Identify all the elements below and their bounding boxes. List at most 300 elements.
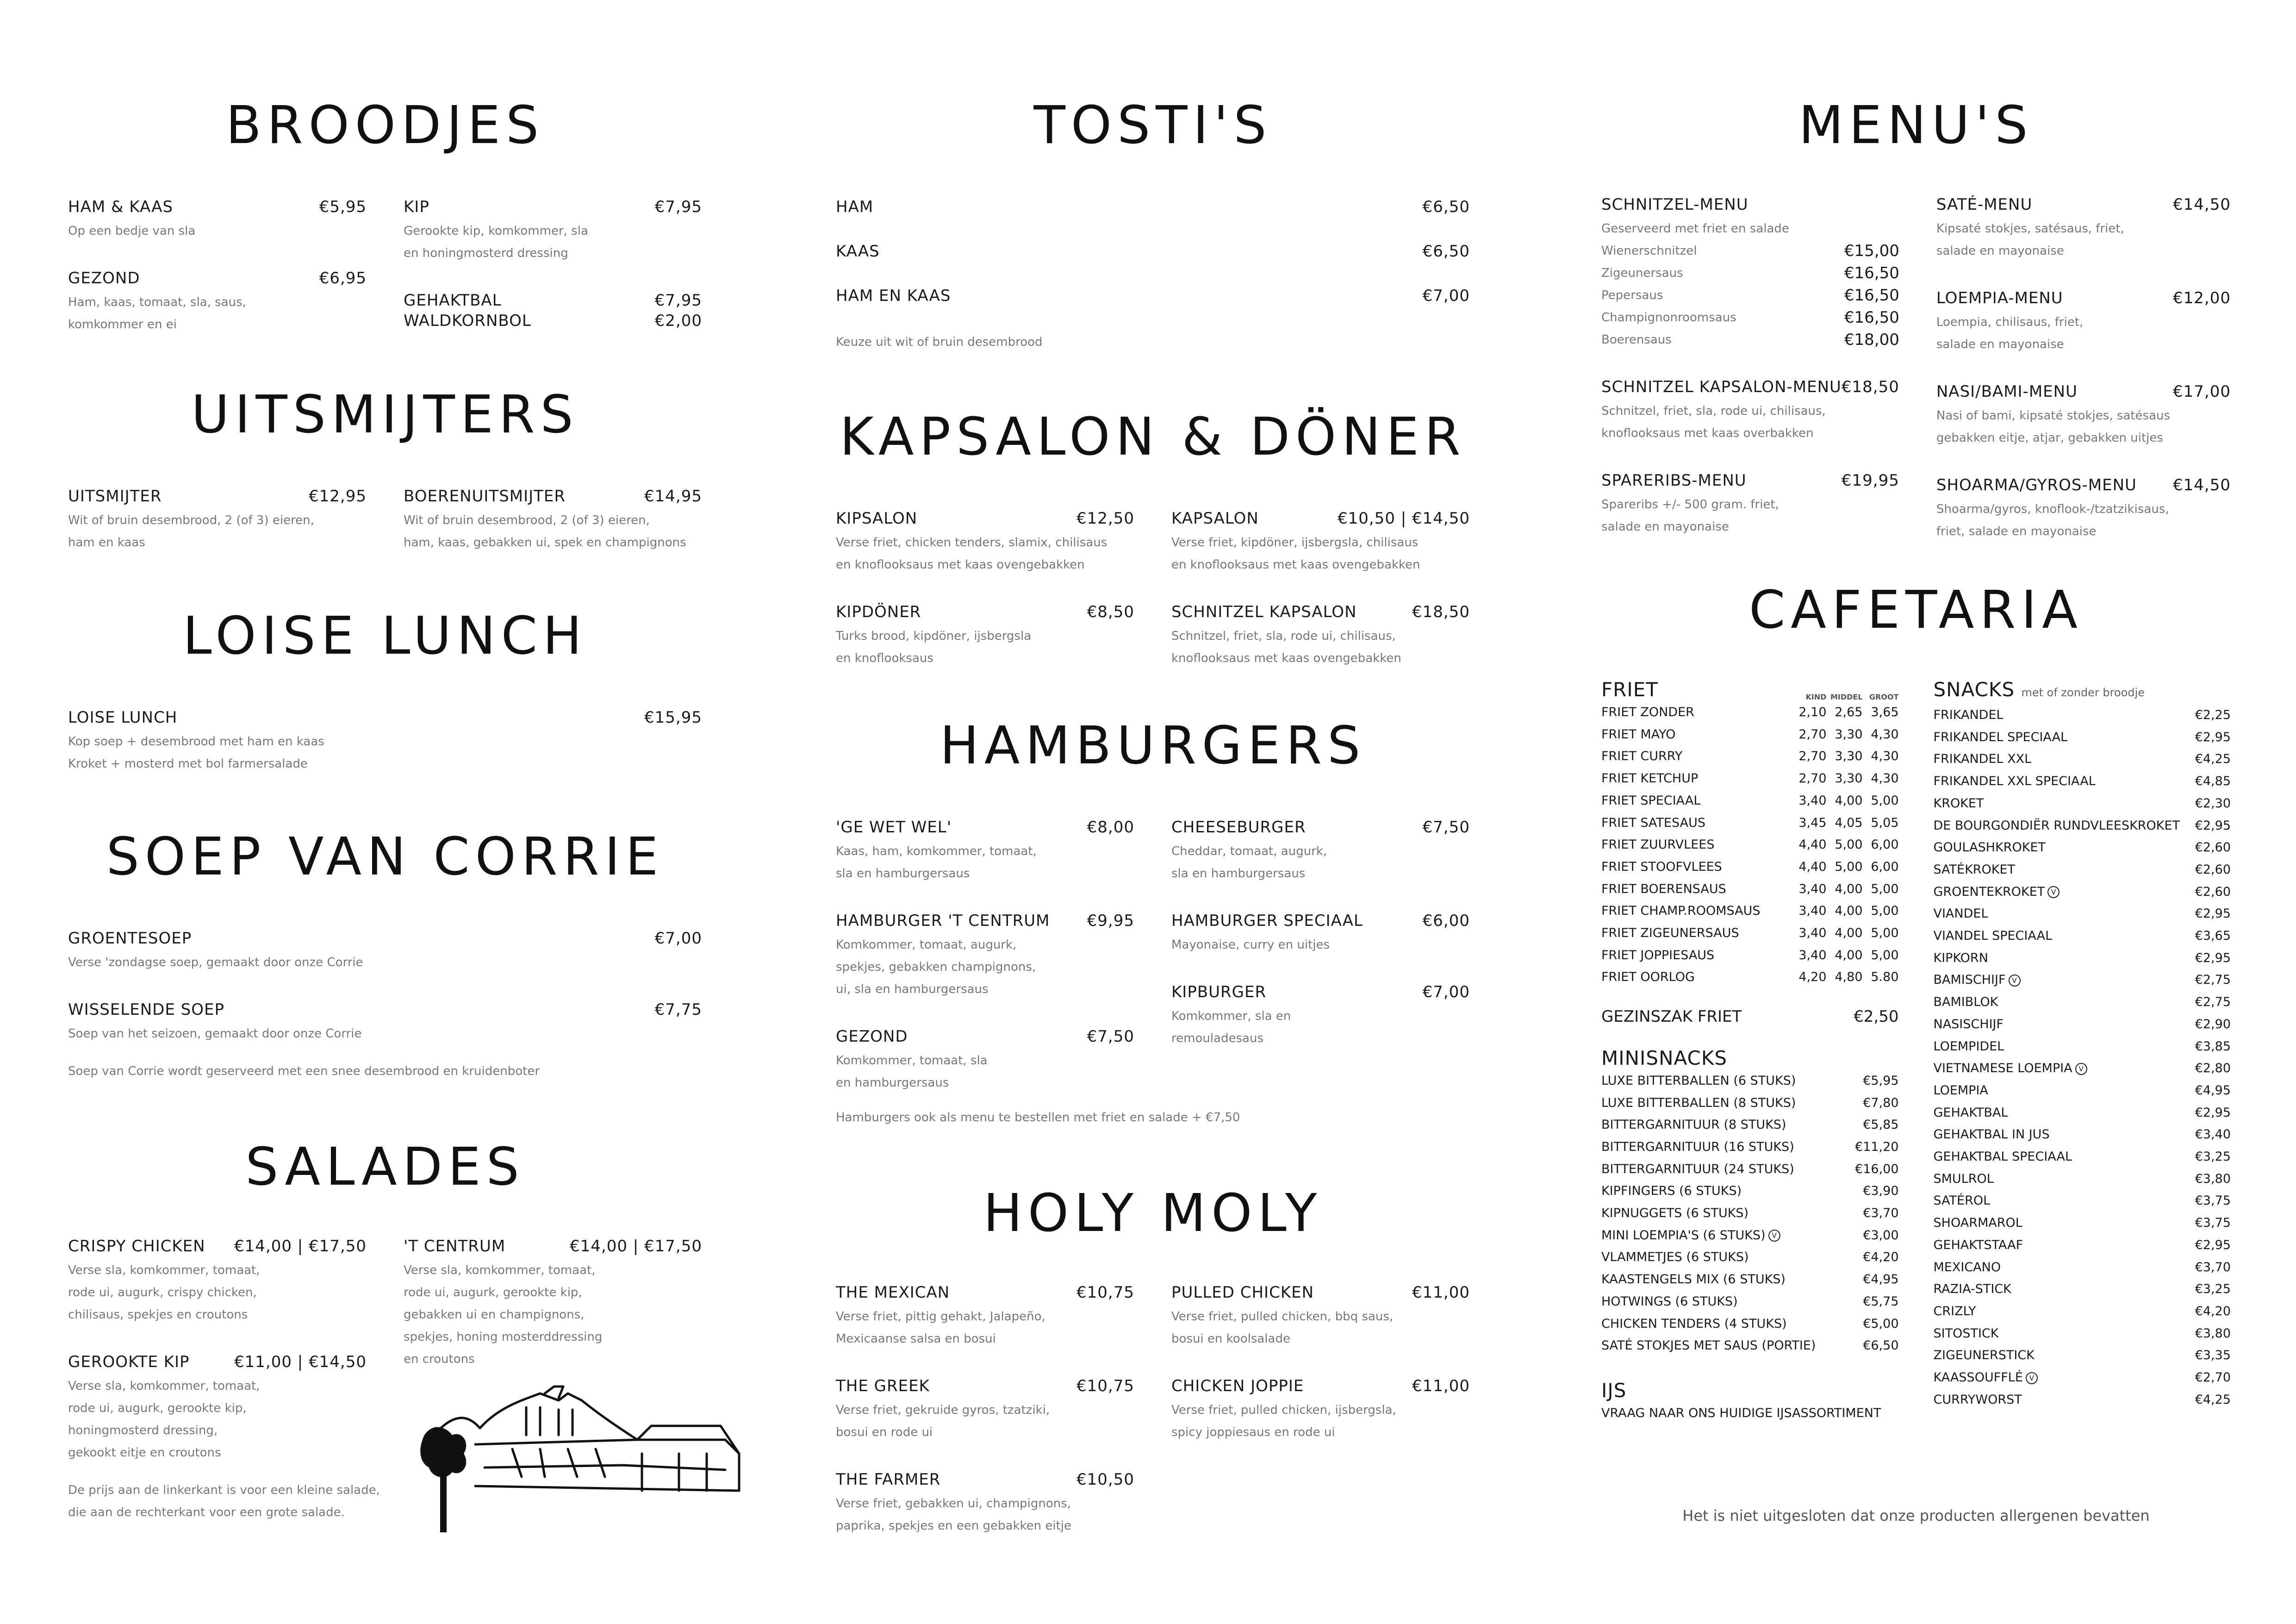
friet-row xyxy=(1601,812,1899,834)
menu-item-description: Ham, kaas, tomaat, sla, saus, komkommer en ei xyxy=(68,295,246,331)
menu-item-price: €6,95 xyxy=(319,269,367,287)
menu-item xyxy=(404,290,702,311)
vegetarian-icon: V xyxy=(2026,1372,2038,1384)
snack-row xyxy=(1601,1202,1899,1224)
friet-prices xyxy=(1791,966,1899,988)
menu-item-name: CHEESEBURGER xyxy=(1171,818,1306,837)
schnitzel-options-list xyxy=(1601,240,1899,351)
menu-item-description: Loempia, chilisaus, friet, salade en mayonaise xyxy=(1936,315,2084,351)
menu-item-price: €19,95 xyxy=(1841,471,1899,490)
snack-row xyxy=(1934,1389,2231,1411)
menu-item-name: SATÉ-MENU xyxy=(1936,195,2033,214)
snack-name-text: LUXE BITTERBALLEN (6 STUKS) xyxy=(1601,1073,1796,1088)
vegetarian-icon: V xyxy=(2047,886,2060,898)
snack-price: €3,25 xyxy=(2195,1282,2231,1297)
menu-item xyxy=(404,1236,702,1370)
friet-price: 4,00 xyxy=(1835,948,1863,962)
menu-item-header xyxy=(1601,470,1899,491)
friet-row xyxy=(1601,768,1899,790)
menu-item-header xyxy=(68,268,367,288)
snack-price: €3,90 xyxy=(1863,1184,1899,1199)
snack-row xyxy=(1934,1367,2231,1389)
snack-row xyxy=(1934,1124,2231,1146)
friet-name: FRIET ZONDER xyxy=(1601,705,1694,719)
snack-row xyxy=(1934,1013,2231,1036)
snack-price: €5,85 xyxy=(1863,1118,1899,1132)
soep-title: SOEP VAN CORRIE xyxy=(106,827,664,887)
menu-item xyxy=(68,268,367,336)
menu-item-price: €7,00 xyxy=(1422,983,1470,1001)
schnitzel-option-price: €16,50 xyxy=(1844,308,1899,327)
menu-item xyxy=(836,286,1470,306)
menu-item xyxy=(1936,288,2231,356)
menus-section xyxy=(1601,194,2231,568)
menu-item-header xyxy=(836,286,1470,306)
menu-item xyxy=(1936,381,2231,449)
snack-row xyxy=(1601,1180,1899,1202)
menu-item-header xyxy=(68,1236,367,1256)
menu-item-name: SHOARMA/GYROS-MENU xyxy=(1936,476,2137,494)
menu-item-header xyxy=(404,1236,702,1256)
snack-name xyxy=(1934,1036,2004,1058)
friet-name: FRIET SATESAUS xyxy=(1601,815,1705,830)
friet-price: 6,00 xyxy=(1871,837,1899,852)
snack-name-text: VLAMMETJES (6 STUKS) xyxy=(1601,1250,1749,1265)
snack-name xyxy=(1601,1158,1794,1181)
snack-name-text: BAMISCHIJF xyxy=(1933,973,2006,987)
friet-price: 3,30 xyxy=(1835,771,1863,786)
menu-item-price: €7,50 xyxy=(1087,1027,1134,1046)
friet-prices xyxy=(1791,900,1899,922)
snack-row xyxy=(1934,1102,2231,1124)
building-sketch-illustration xyxy=(420,1384,744,1532)
snack-row xyxy=(1934,1080,2231,1102)
allergen-notice: Het is niet uitgesloten dat onze producten allergenen bevatten xyxy=(1682,1507,2150,1524)
menu-item-name: PULLED CHICKEN xyxy=(1171,1283,1314,1302)
snack-price: €4,25 xyxy=(2195,1392,2231,1407)
snack-name xyxy=(1934,726,2068,749)
snack-name-text: NASISCHIJF xyxy=(1933,1017,2004,1031)
kapsalon-section xyxy=(836,508,1470,695)
snack-name-text: GEHAKTSTAAF xyxy=(1933,1237,2023,1252)
friet-name: FRIET MAYO xyxy=(1601,727,1676,742)
menu-item-header xyxy=(836,911,1134,931)
menu-item-header xyxy=(68,999,702,1020)
snack-price: €2,95 xyxy=(2195,950,2231,965)
snack-row xyxy=(1934,881,2231,903)
menu-item-header xyxy=(836,1282,1134,1303)
menu-item-header xyxy=(1171,1376,1470,1396)
uitsmijters-section xyxy=(68,486,702,580)
loise-lunch-section xyxy=(68,707,702,801)
snack-name xyxy=(1934,1256,2001,1279)
menu-item-description: Verse friet, gebakken ui, champignons, paprika, spekjes en een gebakken eitje xyxy=(836,1497,1072,1533)
friet-title: FRIET xyxy=(1601,678,1658,701)
snack-name-text: GROENTEKROKET xyxy=(1933,884,2045,899)
menu-item xyxy=(1171,1282,1470,1350)
snack-row xyxy=(1601,1246,1899,1268)
snack-name-text: LUXE BITTERBALLEN (8 STUKS) xyxy=(1601,1095,1796,1110)
menu-item-description: Spareribs +/- 500 gram. friet, salade en mayonaise xyxy=(1601,498,1779,534)
snack-name xyxy=(1601,1313,1787,1335)
friet-row xyxy=(1601,878,1899,900)
menu-item-description: Verse friet, kipdöner, ijsbergsla, chilisaus en knoflooksaus met kaas ovengebakken xyxy=(1171,536,1420,572)
menu-item-price: €7,50 xyxy=(1422,818,1470,837)
menu-item xyxy=(1601,470,1899,538)
menu-item-price: €7,95 xyxy=(654,198,702,216)
menu-item xyxy=(404,311,702,331)
snack-name xyxy=(1934,1300,1976,1323)
friet-price: 2,70 xyxy=(1798,727,1827,742)
snack-row xyxy=(1601,1136,1899,1158)
friet-price: 4,00 xyxy=(1835,904,1863,918)
broodjes-section xyxy=(68,197,702,362)
menu-item-header xyxy=(1171,817,1470,837)
snack-name-text: FRIKANDEL XXL SPECIAAL xyxy=(1933,774,2096,789)
snack-name-text: KIPKORN xyxy=(1933,950,1988,965)
menu-item-name: LOISE LUNCH xyxy=(68,708,178,727)
menu-item-name: SCHNITZEL-MENU xyxy=(1601,195,1748,214)
snack-name xyxy=(1934,903,1988,925)
friet-price: 4,80 xyxy=(1835,970,1863,985)
snack-price: €2,60 xyxy=(2195,884,2231,899)
snack-name-text: LOEMPIA xyxy=(1933,1083,1988,1098)
friet-price: 6,00 xyxy=(1871,859,1899,874)
kapsalon-title: KAPSALON & DÖNER xyxy=(840,407,1466,467)
snack-price: €4,25 xyxy=(2195,752,2231,767)
menu-item-name: HAMBURGER 'T CENTRUM xyxy=(836,912,1050,930)
friet-name: FRIET ZIGEUNERSAUS xyxy=(1601,926,1739,941)
menu-item-name: KAPSALON xyxy=(1171,509,1259,528)
snack-name-text: HOTWINGS (6 STUKS) xyxy=(1601,1294,1738,1309)
menu-item-header xyxy=(836,241,1470,262)
menu-item xyxy=(1936,475,2231,543)
friet-name: FRIET CURRY xyxy=(1601,749,1683,764)
menu-item-description: Kaas, ham, komkommer, tomaat, sla en hamburgersaus xyxy=(836,844,1037,881)
menu-item-price: €11,00 xyxy=(1412,1283,1470,1302)
menu-item xyxy=(836,817,1134,885)
holy-moly-title: HOLY MOLY xyxy=(983,1183,1323,1243)
menu-item-description: Cheddar, tomaat, augurk, sla en hamburgersaus xyxy=(1171,844,1327,881)
menu-item xyxy=(68,707,702,775)
friet-prices xyxy=(1791,790,1899,812)
cafetaria-section xyxy=(1601,678,2231,1424)
salades-title: SALADES xyxy=(245,1137,525,1197)
snack-name-text: KIPFINGERS (6 STUKS) xyxy=(1601,1184,1742,1199)
menu-item-name: KIPBURGER xyxy=(1171,983,1267,1001)
friet-row xyxy=(1601,745,1899,768)
friet-prices xyxy=(1791,724,1899,746)
menu-item-price: €5,95 xyxy=(319,198,367,216)
snack-price: €3,35 xyxy=(2195,1348,2231,1363)
menu-item-description: Verse sla, komkommer, tomaat, rode ui, augurk, crispy chicken, chilisaus, spekjes en croutons xyxy=(68,1263,260,1322)
menu-item-name: GEHAKTBAL xyxy=(404,291,502,310)
snack-name-text: RAZIA-STICK xyxy=(1933,1282,2011,1297)
menu-item-header xyxy=(1936,194,2231,215)
snack-name xyxy=(1934,1323,1999,1345)
broodjes-title: BROODJES xyxy=(225,95,545,156)
menu-item-name: LOEMPIA-MENU xyxy=(1936,289,2063,307)
snack-row xyxy=(1934,1344,2231,1367)
friet-row xyxy=(1601,724,1899,746)
friet-name: FRIET ZUURVLEES xyxy=(1601,837,1715,852)
gezinszak-row xyxy=(1601,1006,1899,1028)
schnitzel-option-name: Wienerschnitzel xyxy=(1601,244,1697,258)
snack-name-text: KROKET xyxy=(1933,796,1984,811)
menu-item-price: €11,00 xyxy=(1412,1377,1470,1395)
menu-item-price: €18,50 xyxy=(1412,603,1470,621)
friet-price: 5,00 xyxy=(1835,837,1863,852)
snack-row xyxy=(1934,1036,2231,1058)
snack-name xyxy=(1934,1278,2011,1300)
friet-price: 3,40 xyxy=(1798,948,1827,962)
snack-name xyxy=(1601,1136,1794,1158)
snack-name xyxy=(1934,1190,1991,1212)
friet-name: FRIET JOPPIESAUS xyxy=(1601,948,1715,962)
menu-item-header xyxy=(68,707,702,728)
friet-price: 4,40 xyxy=(1798,859,1827,874)
menu-item-price: €7,00 xyxy=(654,929,702,948)
snack-name xyxy=(1601,1335,1816,1357)
snack-name xyxy=(1934,1212,2022,1234)
menu-item-header xyxy=(1171,911,1470,931)
menu-item-price: €12,00 xyxy=(2173,289,2231,307)
menu-item-name: THE FARMER xyxy=(836,1470,941,1489)
vegetarian-icon: V xyxy=(1768,1230,1780,1242)
menu-item-name: THE GREEK xyxy=(836,1377,930,1395)
menu-item-description: Komkommer, tomaat, sla en hamburgersaus xyxy=(836,1054,988,1090)
snack-row xyxy=(1601,1092,1899,1114)
snack-price: €2,30 xyxy=(2195,796,2231,811)
snack-row xyxy=(1601,1313,1899,1335)
menu-item-description: Verse friet, pulled chicken, bbq saus, bosui en koolsalade xyxy=(1171,1310,1394,1346)
menu-item-price: €7,00 xyxy=(1422,287,1470,305)
menu-item-header xyxy=(1171,602,1470,622)
friet-list xyxy=(1601,701,1899,988)
snack-price: €4,95 xyxy=(1863,1272,1899,1287)
menu-item-price: €8,00 xyxy=(1087,818,1134,837)
menu-item-name: NASI/BAMI-MENU xyxy=(1936,382,2078,401)
snack-price: €16,00 xyxy=(1855,1162,1899,1176)
menu-item-header xyxy=(836,508,1134,529)
menu-item-description: Mayonaise, curry en uitjes xyxy=(1171,938,1330,952)
menu-item-name: HAMBURGER SPECIAAL xyxy=(1171,912,1363,930)
snack-row xyxy=(1601,1335,1899,1357)
friet-row xyxy=(1601,834,1899,856)
snack-price: €4,20 xyxy=(2195,1304,2231,1318)
menu-item-header xyxy=(1171,982,1470,1002)
snack-row xyxy=(1934,1212,2231,1234)
snack-name-text: KAASSOUFFLÉ xyxy=(1933,1370,2023,1385)
snack-name-text: CURRYWORST xyxy=(1933,1392,2022,1407)
snack-name-text: FRIKANDEL xyxy=(1933,708,2004,722)
menu-item-name: KIPDÖNER xyxy=(836,603,921,621)
tostis-note: Keuze uit wit of bruin desembrood xyxy=(836,335,1043,349)
snack-row xyxy=(1934,947,2231,969)
friet-price: 2,65 xyxy=(1835,705,1863,719)
schnitzel-option-row xyxy=(1601,284,1899,306)
gezinszak-price: €2,50 xyxy=(1854,1007,1899,1026)
menu-item-header xyxy=(836,1026,1134,1047)
friet-row xyxy=(1601,966,1899,988)
snack-row xyxy=(1934,1057,2231,1080)
friet-size-label: MIDDEL xyxy=(1830,693,1863,701)
friet-name: FRIET STOOFVLEES xyxy=(1601,859,1722,874)
menu-item-description: Verse friet, pulled chicken, ijsbergsla, spicy joppiesaus en rode ui xyxy=(1171,1403,1396,1439)
snack-price: €5,95 xyxy=(1863,1073,1899,1088)
snack-row xyxy=(1934,770,2231,793)
friet-price: 2,10 xyxy=(1798,705,1827,719)
menu-item-price: €12,95 xyxy=(309,487,367,506)
friet-price: 4,30 xyxy=(1871,771,1899,786)
friet-price: 5,00 xyxy=(1871,948,1899,962)
friet-price: 3,30 xyxy=(1835,727,1863,742)
menu-item-price: €6,00 xyxy=(1422,912,1470,930)
menu-item-header xyxy=(404,486,702,506)
snack-row xyxy=(1934,1278,2231,1300)
hamburgers-title: HAMBURGERS xyxy=(940,716,1366,776)
snack-row xyxy=(1934,1190,2231,1212)
snack-name-text: GEHAKTBAL SPECIAAL xyxy=(1933,1149,2072,1164)
gezinszak-name: GEZINSZAK FRIET xyxy=(1601,1007,1742,1026)
menu-item-description: Op een bedje van sla xyxy=(68,224,196,238)
menu-item-price: €14,00 | €17,50 xyxy=(569,1237,702,1255)
snack-price: €2,75 xyxy=(2195,995,2231,1010)
menu-item xyxy=(68,1236,367,1326)
menu-item xyxy=(1601,377,1899,444)
menu-item xyxy=(68,999,702,1045)
snack-price: €2,80 xyxy=(2195,1061,2231,1076)
snack-name-text: VIANDEL xyxy=(1933,906,1988,921)
hamburgers-note: Hamburgers ook als menu te bestellen met friet en salade + €7,50 xyxy=(836,1111,1240,1124)
menu-item xyxy=(1171,911,1470,956)
snack-name-text: GOULASHKROKET xyxy=(1933,840,2046,855)
snack-name xyxy=(1934,1367,2038,1389)
snack-price: €3,80 xyxy=(2195,1326,2231,1341)
menu-item-name: HAM EN KAAS xyxy=(836,287,951,305)
snack-name-text: SMULROL xyxy=(1933,1171,1994,1186)
menu-item-description: Turks brood, kipdöner, ijsbergsla en knoflooksaus xyxy=(836,629,1032,665)
menu-item-name: THE MEXICAN xyxy=(836,1283,950,1302)
snack-price: €2,95 xyxy=(2195,906,2231,921)
snack-name-text: SATÉROL xyxy=(1933,1193,1991,1208)
snack-name-text: BITTERGARNITUUR (24 STUKS) xyxy=(1601,1162,1794,1176)
schnitzel-option-price: €16,50 xyxy=(1844,264,1899,282)
menu-item-description: Komkommer, tomaat, augurk, spekjes, gebakken champignons, ui, sla en hamburgersaus xyxy=(836,938,1036,996)
snack-name xyxy=(1601,1268,1786,1291)
friet-prices xyxy=(1791,768,1899,790)
friet-price: 4,05 xyxy=(1835,815,1863,830)
hamburgers-section xyxy=(836,817,1470,1120)
snack-name-text: BAMIBLOK xyxy=(1933,995,1998,1010)
snack-name-text: BITTERGARNITUUR (8 STUKS) xyxy=(1601,1118,1786,1132)
snack-name-text: SHOARMAROL xyxy=(1933,1216,2022,1230)
menu-item-name: HAM xyxy=(836,198,874,216)
menu-item-header xyxy=(1601,377,1899,397)
snacks-list xyxy=(1934,704,2231,1411)
menu-item-price: €6,50 xyxy=(1422,198,1470,216)
snack-row xyxy=(1934,837,2231,859)
schnitzel-option-row xyxy=(1601,240,1899,262)
menu-item-price: €10,50 | €14,50 xyxy=(1337,509,1470,528)
snack-name-text: DE BOURGONDIËR RUNDVLEESKROKET xyxy=(1933,818,2180,833)
friet-price: 5,00 xyxy=(1871,881,1899,896)
friet-price: 3,40 xyxy=(1798,793,1827,808)
schnitzel-option-row xyxy=(1601,262,1899,284)
menu-item-header xyxy=(1936,381,2231,402)
menu-item xyxy=(836,1026,1134,1094)
menu-item-description: Verse sla, komkommer, tomaat, rode ui, augurk, gerookte kip, gebakken ui en champignons, spekjes, honing mosterddressing en croutons xyxy=(404,1263,603,1366)
friet-price: 5,00 xyxy=(1871,793,1899,808)
snack-name-text: BITTERGARNITUUR (16 STUKS) xyxy=(1601,1139,1794,1154)
snack-price: €3,25 xyxy=(2195,1149,2231,1164)
snack-name xyxy=(1934,1124,2050,1146)
snack-name xyxy=(1934,859,2016,881)
menu-item xyxy=(1936,194,2231,262)
snack-name xyxy=(1934,1168,1994,1190)
menu-item-description: Schnitzel, friet, sla, rode ui, chilisaus, knoflooksaus met kaas overbakken xyxy=(1601,404,1826,440)
menu-item-header xyxy=(1936,288,2231,308)
friet-prices xyxy=(1791,856,1899,878)
friet-name: FRIET CHAMP.ROOMSAUS xyxy=(1601,904,1761,918)
menu-item-price: €14,50 xyxy=(2173,195,2231,214)
snack-name-text: SATÉKROKET xyxy=(1933,862,2016,877)
menu-item-price: €2,00 xyxy=(654,312,702,330)
menu-item-description: Verse friet, pittig gehakt, Jalapeño, Mexicaanse salsa en bosui xyxy=(836,1310,1045,1346)
menu-item xyxy=(68,928,702,974)
menu-item-description: Nasi of bami, kipsaté stokjes, satésaus gebakken eitje, atjar, gebakken uitjes xyxy=(1936,409,2171,445)
menu-item-description: Schnitzel, friet, sla, rode ui, chilisaus, knoflooksaus met kaas ovengebakken xyxy=(1171,629,1401,665)
ijs-text: VRAAG NAAR ONS HUIDIGE IJSASSORTIMENT xyxy=(1601,1405,1881,1420)
menu-item xyxy=(68,486,367,554)
menu-item xyxy=(1171,1376,1470,1443)
snack-name-text: KIPNUGGETS (6 STUKS) xyxy=(1601,1206,1749,1221)
menu-item-name: SCHNITZEL KAPSALON xyxy=(1171,603,1357,621)
friet-row xyxy=(1601,944,1899,967)
snack-name xyxy=(1934,1080,1988,1102)
snack-name xyxy=(1934,947,1988,969)
menu-item-description: Komkommer, sla en remouladesaus xyxy=(1171,1009,1291,1045)
minisnacks-title: MINISNACKS xyxy=(1601,1046,1728,1069)
friet-price: 3,40 xyxy=(1798,926,1827,941)
menu-item-name: CHICKEN JOPPIE xyxy=(1171,1377,1304,1395)
menu-item-header xyxy=(836,817,1134,837)
menu-item-price: €14,50 xyxy=(2173,476,2231,494)
menu-item-description: Verse friet, chicken tenders, slamix, chilisaus en knoflooksaus met kaas ovengebakken xyxy=(836,536,1108,572)
snack-name xyxy=(1601,1291,1738,1313)
friet-price: 4,40 xyxy=(1798,837,1827,852)
friet-price: 4,00 xyxy=(1835,881,1863,896)
menu-item-name: GEZOND xyxy=(68,269,140,287)
snack-name xyxy=(1934,748,2032,770)
schnitzel-option-row xyxy=(1601,306,1899,329)
snack-price: €3,65 xyxy=(2195,929,2231,943)
snack-name-text: GEHAKTBAL xyxy=(1933,1105,2008,1120)
menu-item-header xyxy=(1171,508,1470,529)
menu-item-price: €7,75 xyxy=(654,1000,702,1019)
snack-name xyxy=(1934,1234,2023,1256)
snack-price: €4,85 xyxy=(2195,774,2231,789)
snack-name-text: CRIZLY xyxy=(1933,1304,1976,1318)
friet-row xyxy=(1601,900,1899,922)
menu-item-name: GEZOND xyxy=(836,1027,908,1046)
snack-price: €3,70 xyxy=(1863,1206,1899,1221)
friet-price: 4,00 xyxy=(1835,793,1863,808)
snack-row xyxy=(1934,815,2231,837)
snack-price: €7,80 xyxy=(1863,1095,1899,1110)
friet-size-label: KIND xyxy=(1805,693,1827,701)
snack-row xyxy=(1934,859,2231,881)
